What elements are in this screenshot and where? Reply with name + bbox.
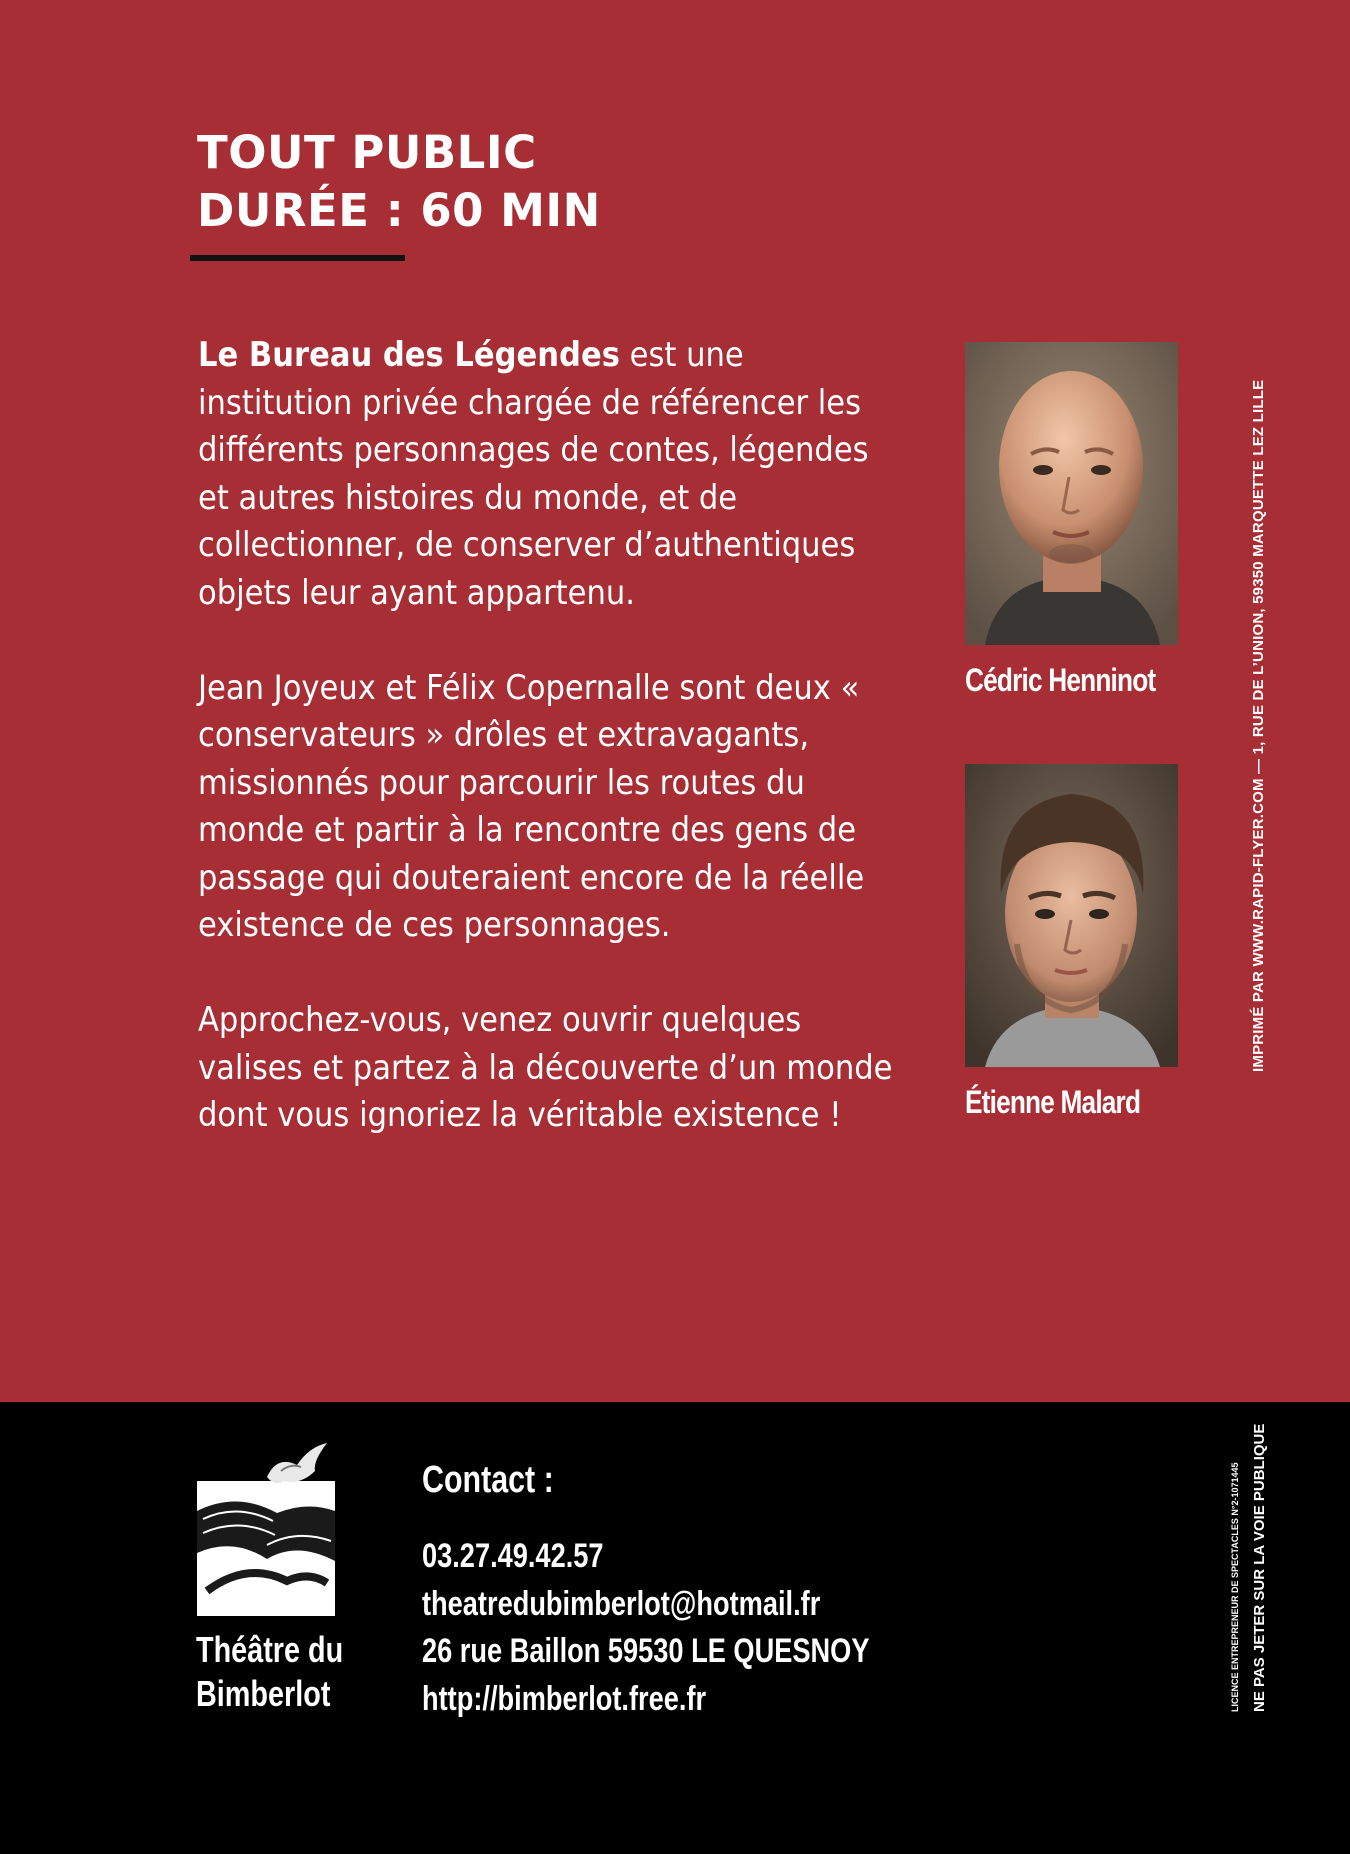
contact-email: theatredubimberlot@hotmail.fr [422, 1584, 821, 1623]
actor-photo-1 [965, 342, 1178, 645]
theatre-logo [197, 1441, 335, 1616]
duration-label: DURÉE : 60 MIN [197, 184, 601, 237]
licence-number: LICENCE ENTREPRENEUR DE SPECTACLES N°2-1071445 [1230, 1462, 1240, 1712]
contact-title: Contact : [422, 1459, 554, 1501]
description [198, 332, 898, 1187]
contact-block [422, 1455, 869, 1723]
theatre-name [196, 1628, 343, 1716]
page-title [197, 124, 601, 240]
contact-address: 26 rue Baillon 59530 LE QUESNOY [422, 1632, 870, 1670]
description-paragraph-3: Approchez-vous, venez ouvrir quelques valises et partez à la découverte d’un monde dont vous ignoriez la véritable existence ! [198, 1000, 893, 1135]
description-p1-text: est une institution privée chargée de référencer les différents personnages de contes, légendes et autres histoires du monde, et de collectionner, de conserver d’authentiques objets leur ayant appartenu. [198, 335, 869, 613]
contact-phone: 03.27.49.42.57 [422, 1537, 604, 1575]
contact-website: http://bimberlot.free.fr [422, 1679, 707, 1718]
description-paragraph-2: Jean Joyeux et Félix Copernalle sont deux « conservateurs » drôles et extravagants, missionnés pour parcourir les routes du monde et partir à la rencontre des gens de passage qui douteraient encore de la réelle existence de ces personnages. [198, 667, 865, 945]
theatre-name-line-2: Bimberlot [196, 1673, 331, 1714]
show-title: Le Bureau des Légendes [198, 335, 620, 375]
actor-photo-2 [965, 764, 1178, 1067]
theatre-name-line-1: Théâtre du [196, 1629, 344, 1670]
description-paragraph-1 [198, 332, 898, 617]
actor-name-2: Étienne Malard [965, 1084, 1141, 1120]
audience-label: TOUT PUBLIC [197, 126, 537, 179]
title-underline [190, 255, 405, 261]
printer-credit: IMPRIMÉ PAR WWW.RAPID-FLYER.COM — 1, RUE DE L’UNION, 59350 MARQUETTE LEZ LILLE [1250, 379, 1267, 1072]
actor-name-1: Cédric Henninot [965, 662, 1156, 698]
do-not-litter-notice: NE PAS JETER SUR LA VOIE PUBLIQUE [1251, 1423, 1268, 1712]
